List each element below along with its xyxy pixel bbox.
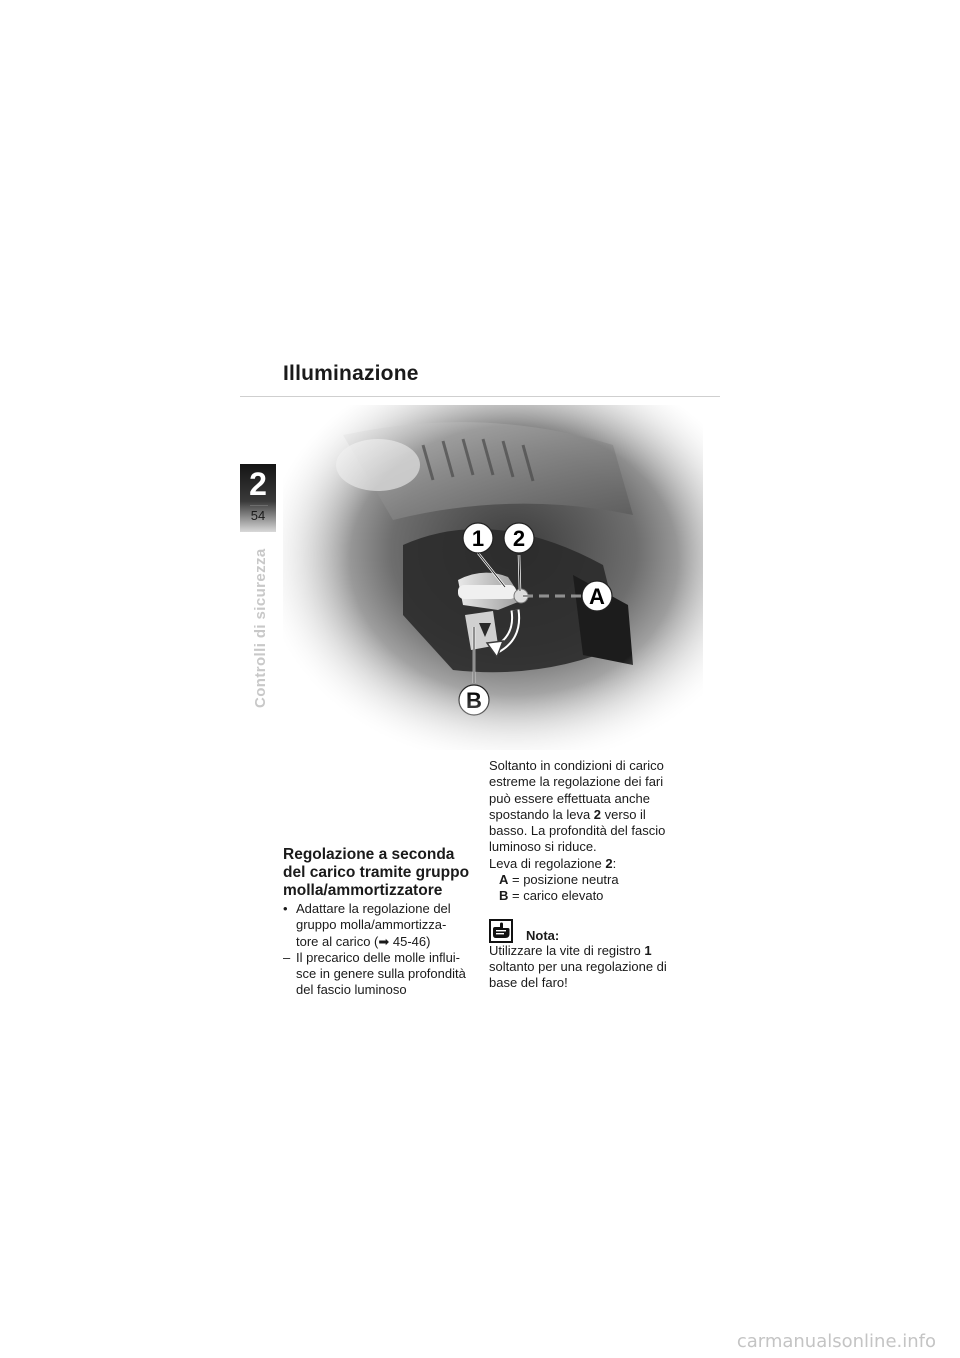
load-paragraph: Soltanto in condizioni di carico estreme la regolazione dei fari può essere effettuata anche spostando la leva 2 verso il basso. La profondità del fascio luminoso si riduce. Leva di regolazione 2: xyxy=(489,758,699,872)
bullet-marker: • xyxy=(283,901,288,916)
left-column xyxy=(283,846,473,999)
headlight-adjuster-photo xyxy=(283,405,703,750)
dash-marker: – xyxy=(283,949,291,965)
page-title: Illuminazione xyxy=(283,362,419,385)
note-block xyxy=(489,919,699,992)
chapter-tab-rule xyxy=(250,505,268,506)
list-item: • Adattare la regolazione del gruppo molla/ammortizza- tore al carico (➡ 45-46) xyxy=(283,901,451,949)
note-text: Utilizzare la vite di registro 1 soltanto per una regolazione di base del faro! xyxy=(489,942,667,991)
section-heading: Regolazione a seconda del carico tramite gruppo molla/ammortizzatore xyxy=(283,846,470,899)
lever-label: Leva di regolazione 2: xyxy=(489,855,617,871)
chapter-number: 2 xyxy=(249,466,267,502)
legend-row-a: A = posizione neutra xyxy=(499,872,619,888)
side-label: Controlli di sicurezza xyxy=(252,548,269,708)
note-hand-icon xyxy=(489,919,513,943)
title-rule xyxy=(240,396,720,397)
legend-row-b: B = carico elevato xyxy=(499,888,604,904)
page-number: 54 xyxy=(250,508,266,523)
note-title: Nota: xyxy=(526,927,560,943)
watermark: carmanualsonline.info xyxy=(736,1331,936,1352)
list-item: – Il precarico delle molle influi- sce in genere sulla profondità del fascio luminoso xyxy=(283,949,466,998)
right-column xyxy=(489,758,699,992)
